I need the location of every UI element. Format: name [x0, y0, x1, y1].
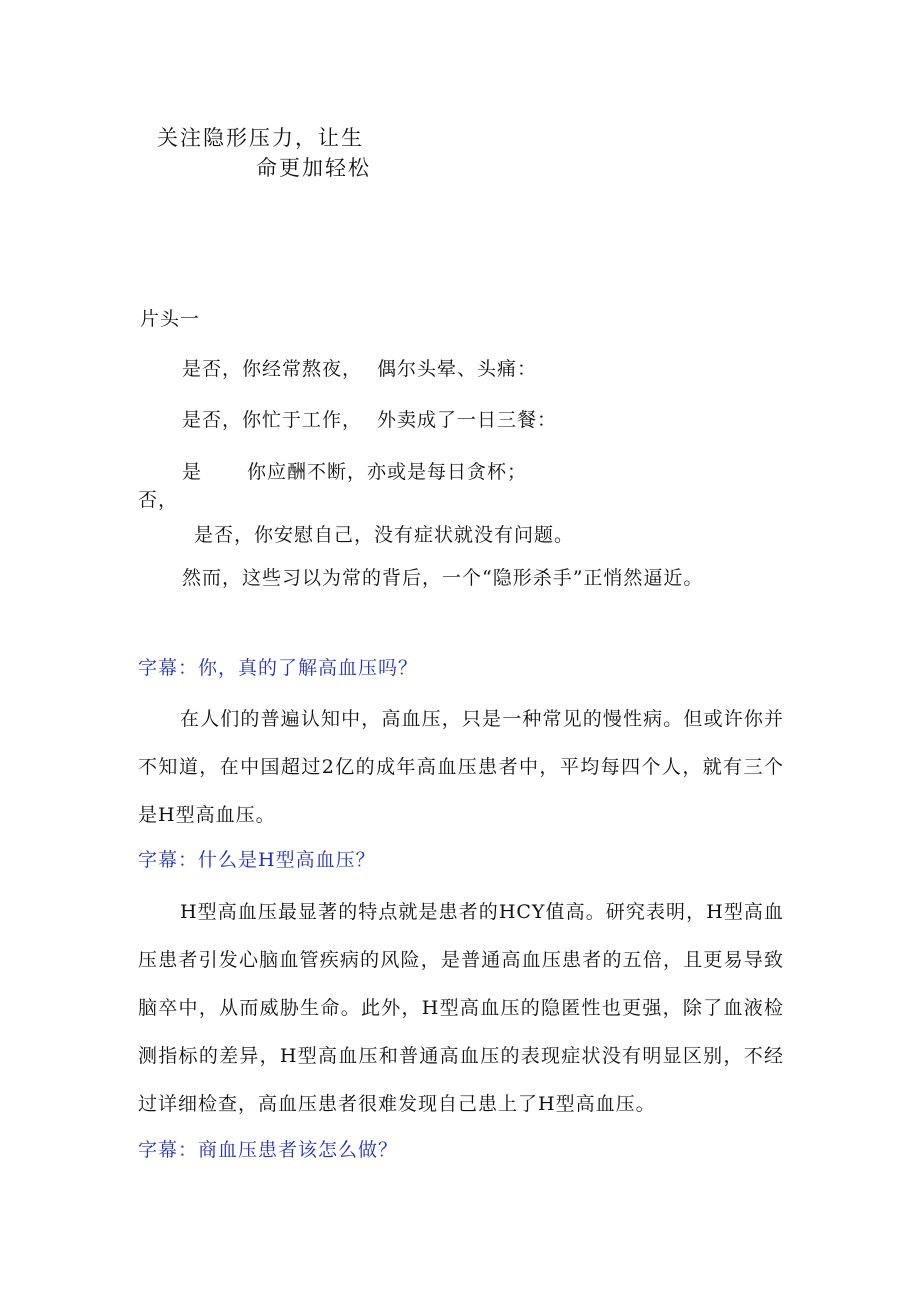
- intro-line-4: 是否，你安慰自己，没有症状就没有问题。: [194, 524, 575, 546]
- intro-line-2a: 是否，你忙于工作，: [182, 409, 363, 431]
- intro-line-3b: 你应酬不断，亦或是每日贪杯；: [247, 461, 528, 483]
- intro-line-2b: 外卖成了一日三餐：: [377, 409, 558, 431]
- intro-line-1a: 是否，你经常熬夜，: [182, 358, 363, 380]
- title-line-2: 命更加轻松: [256, 156, 371, 180]
- caption-2: 字幕：什么是H型高血压？: [138, 849, 376, 871]
- paragraph-2: H型高血压最显著的特点就是患者的HCY值高。研究表明，H型高血压患者引发心脑血管疾病的风险，是普通高血压患者的五倍，且更易导致脑卒中，从而威胁生命。此外，H型高血压的隐匿性也更强，除了血液检测指标的差异，H型高血压和普通高血压的表现症状没有明显区别，不经过详细检查，高血压患者很难发现自己患上了H型高血压。: [138, 901, 784, 1115]
- title-line-1: 关注隐形压力，让生: [157, 126, 364, 150]
- caption-3: 字幕：商血压患者该怎么做？: [138, 1139, 399, 1161]
- paragraph-1: 在人们的普遍认知中，高血压，只是一种常见的慢性病。但或许你并不知道，在中国超过2亿的成年高血压患者中，平均每四个人，就有三个是H型高血压。: [138, 708, 784, 826]
- section-label: 片头一: [140, 308, 201, 330]
- intro-line-5: 然而，这些习以为常的背后，一个“隐形杀手”正悄然逼近。: [182, 567, 704, 589]
- caption-1: 字幕：你，真的了解高血压吗？: [138, 657, 419, 679]
- intro-line-3a: 是: [182, 461, 203, 483]
- intro-line-3c: 否，: [138, 489, 179, 511]
- intro-line-1b: 偶尔头晕、头痛：: [377, 358, 538, 380]
